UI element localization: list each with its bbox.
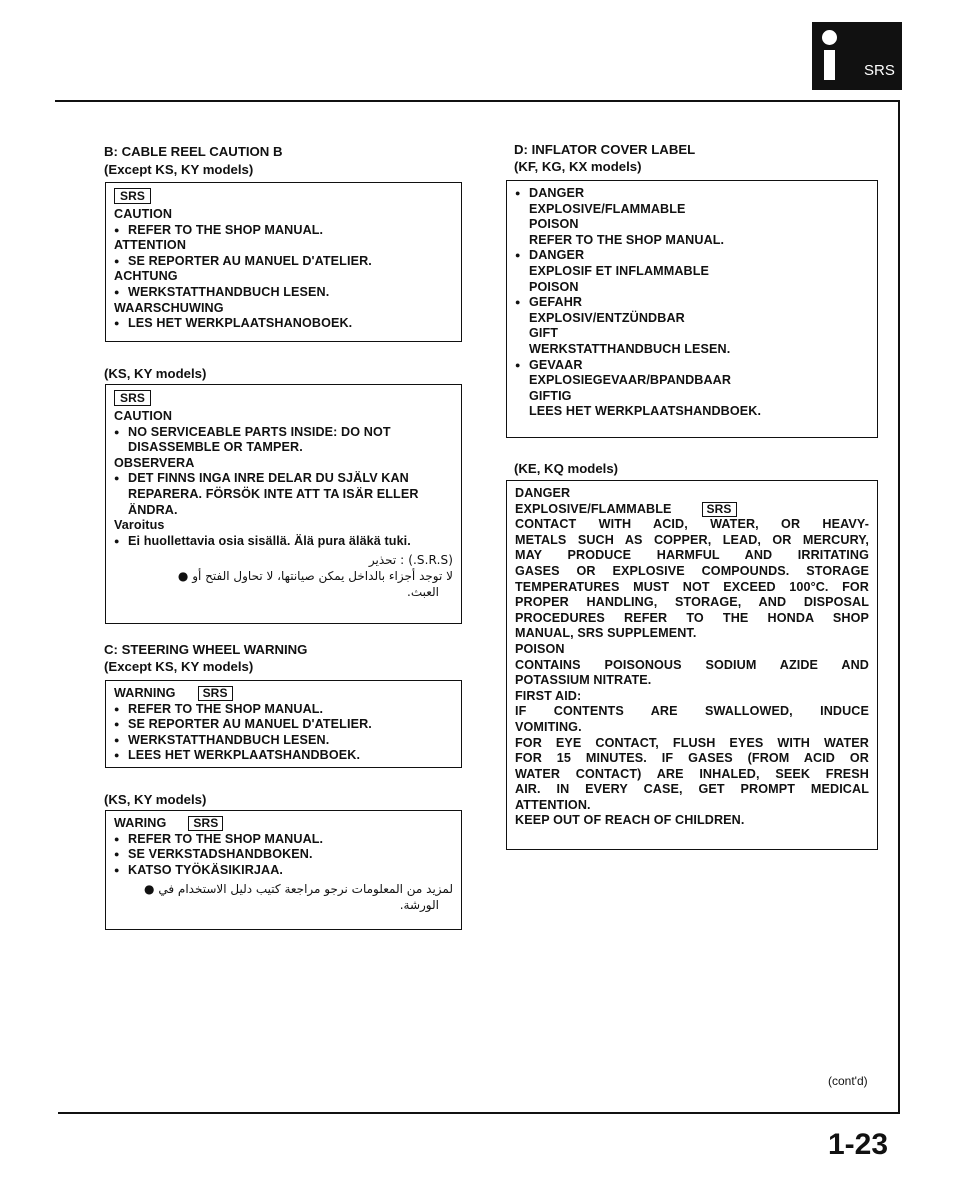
continued-note: (cont'd): [828, 1074, 868, 1088]
label-line: VOMITING.: [515, 719, 582, 734]
label-line: EXPLOSIVE/FLAMMABLE: [529, 201, 686, 216]
label-line: CAUTION: [114, 409, 173, 423]
section-c-ks-heading: (KS, KY models): [104, 792, 207, 807]
label-line: GASES OR EXPLOSIVE COMPOUNDS. STORAGE: [515, 563, 869, 578]
label-box-d: [506, 180, 878, 438]
label-line: LEES HET WERKPLAATSHANDBOEK.: [529, 404, 762, 419]
label-line: PROCEDURES REFER TO THE HONDA SHOP: [515, 610, 869, 625]
label-line: METALS SUCH AS COPPER, LEAD, OR MERCURY,: [515, 532, 869, 547]
srs-tag: SRS: [114, 390, 151, 406]
label-line: ATTENTION: [114, 238, 187, 253]
label-line: ● DANGER: [515, 248, 869, 264]
section-b-heading: B: CABLE REEL CAUTION B: [104, 144, 283, 159]
bottom-divider: [58, 1112, 900, 1114]
label-line: CAUTION: [114, 207, 173, 221]
label-line: ● WERKSTATTHANDBUCH LESEN.: [114, 733, 453, 749]
arabic-line: لا توجد أجزاء بالداخل يمكن صيانتها، لا تحاول الفتح أو ●: [177, 568, 453, 583]
label-line: WAARSCHUWING: [114, 300, 224, 315]
label-line: ● REFER TO THE SHOP MANUAL.: [114, 702, 453, 718]
arabic-line: العبث.: [407, 584, 439, 599]
label-line: ● NO SERVICEABLE PARTS INSIDE: DO NOT: [114, 425, 453, 441]
label-line: ● SE REPORTER AU MANUEL D'ATELIER.: [114, 254, 453, 270]
srs-tag: SRS: [188, 816, 223, 831]
section-d-heading: D: INFLATOR COVER LABEL: [514, 142, 696, 157]
label-line: WATER CONTACT) ARE INHALED, SEEK FRESH: [515, 766, 869, 781]
label-line: POISON: [529, 279, 579, 294]
arabic-line: الورشة.: [399, 897, 439, 912]
arabic-line: لمزيد من المعلومات نرجو مراجعة كتيب دليل الاستخدام في ●: [144, 882, 453, 897]
label-line: ● Ei huollettavia osia sisällä. Älä pura äläkä tuki.: [114, 534, 453, 550]
label-line: GIFTIG: [529, 388, 572, 403]
label-box-c: [105, 680, 462, 768]
label-line: ÄNDRA.: [128, 502, 178, 517]
srs-tag: SRS: [198, 686, 233, 701]
label-line: DISASSEMBLE OR TAMPER.: [128, 440, 303, 455]
label-line: ● LEES HET WERKPLAATSHANDBOEK.: [114, 748, 453, 764]
label-line: MAY PRODUCE HARMFUL AND IRRITATING: [515, 548, 869, 563]
label-line: EXPLOSIEGEVAAR/BPANDBAAR: [529, 373, 732, 388]
label-line: GIFT: [529, 326, 559, 341]
srs-tag: SRS: [702, 502, 737, 517]
label-line: ● GEVAAR: [515, 358, 869, 374]
right-divider: [898, 100, 900, 1114]
label-line: CONTACT WITH ACID, WATER, OR HEAVY-: [515, 517, 869, 532]
label-line: ● SE VERKSTADSHANDBOKEN.: [114, 847, 453, 863]
label-box-b: [105, 182, 462, 342]
label-line: ● WERKSTATTHANDBUCH LESEN.: [114, 285, 453, 301]
label-line: FIRST AID:: [515, 688, 582, 703]
label-line: MANUAL, SRS SUPPLEMENT.: [515, 626, 697, 641]
label-line: OBSERVERA: [114, 455, 195, 470]
section-b-ks-heading: (KS, KY models): [104, 366, 207, 381]
label-line: POISON: [529, 217, 579, 232]
section-c-subheading: (Except KS, KY models): [104, 659, 254, 674]
label-line: TEMPERATURES MUST NOT EXCEED 100°C. FOR: [515, 579, 869, 594]
badge-label: SRS: [864, 62, 895, 79]
label-line: IF CONTENTS ARE SWALLOWED, INDUCE: [515, 704, 869, 719]
label-line: ● DET FINNS INGA INRE DELAR DU SJÄLV KAN: [114, 471, 453, 487]
label-line: ● REFER TO THE SHOP MANUAL.: [114, 832, 453, 848]
info-icon: [822, 30, 837, 45]
label-line: PROPER HANDLING, STORAGE, AND DISPOSAL: [515, 595, 869, 610]
label-line: KEEP OUT OF REACH OF CHILDREN.: [515, 813, 745, 828]
top-divider: [55, 100, 900, 102]
section-d-ke-heading: (KE, KQ models): [514, 461, 619, 476]
label-line: POISON: [515, 641, 565, 656]
label-line: WARING SRS: [114, 816, 453, 832]
srs-info-badge: [812, 22, 902, 90]
label-line: ● KATSO TYÖKÄSIKIRJAA.: [114, 863, 453, 879]
label-line: EXPLOSIV/ENTZÜNDBAR: [529, 310, 685, 325]
srs-tag: SRS: [114, 188, 151, 204]
label-line: AIR. IN EVERY CASE, GET PROMPT MEDICAL: [515, 782, 869, 797]
label-box-d-ke: [506, 480, 878, 850]
label-line: ● DANGER: [515, 186, 869, 202]
label-line: POTASSIUM NITRATE.: [515, 673, 652, 688]
label-line: ATTENTION.: [515, 797, 591, 812]
section-d-subheading: (KF, KG, KX models): [514, 159, 642, 174]
label-line: ● LES HET WERKPLAATSHANOBOEK.: [114, 316, 453, 332]
section-c-heading: C: STEERING WHEEL WARNING: [104, 642, 308, 657]
section-b-subheading: (Except KS, KY models): [104, 162, 254, 177]
label-line: CONTAINS POISONOUS SODIUM AZIDE AND: [515, 657, 869, 672]
label-line: ● SE REPORTER AU MANUEL D'ATELIER.: [114, 717, 453, 733]
label-line: ACHTUNG: [114, 269, 178, 284]
label-line: DANGER: [515, 486, 571, 500]
label-line: WERKSTATTHANDBUCH LESEN.: [529, 341, 731, 356]
label-line: ● REFER TO THE SHOP MANUAL.: [114, 223, 453, 239]
label-line: WARNING SRS: [114, 686, 453, 702]
label-box-c-ks: [105, 810, 462, 930]
label-line: FOR EYE CONTACT, FLUSH EYES WITH WATER: [515, 735, 869, 750]
label-line: EXPLOSIF ET INFLAMMABLE: [529, 263, 710, 278]
label-line: ● GEFAHR: [515, 295, 869, 311]
label-line: Varoitus: [114, 518, 165, 533]
label-line: REFER TO THE SHOP MANUAL.: [529, 232, 725, 247]
label-line: EXPLOSIVE/FLAMMABLE SRS: [515, 502, 869, 518]
arabic-line: (S.R.S.) : تحذير: [368, 553, 453, 568]
label-line: FOR 15 MINUTES. IF GASES (FROM ACID OR: [515, 751, 869, 766]
label-box-b-ks: [105, 384, 462, 624]
page-number: 1-23: [828, 1128, 889, 1161]
label-line: REPARERA. FÖRSÖK INTE ATT TA ISÄR ELLER: [128, 486, 419, 501]
